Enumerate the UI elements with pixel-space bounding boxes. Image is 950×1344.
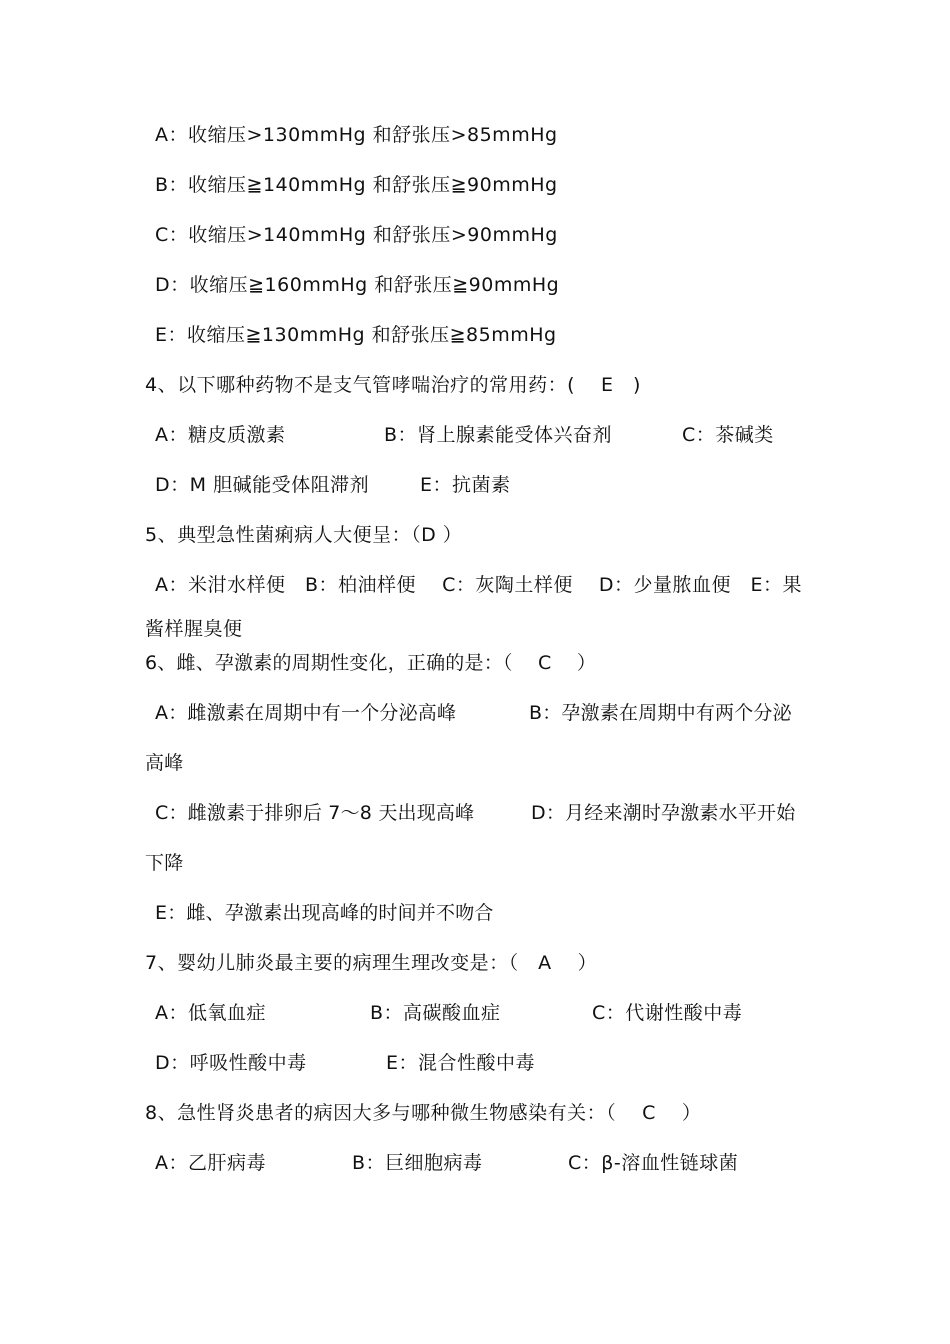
q5-options-line2: 酱样腥臭便 (145, 618, 243, 640)
q8-option-a: A：乙肝病毒 (155, 1152, 266, 1174)
q6-stem: 6、雌、孕激素的周期性变化，正确的是：（ C ） (145, 652, 597, 674)
q8-option-b: B：巨细胞病毒 (352, 1152, 483, 1174)
q6-option-d: D：月经来潮时孕激素水平开始 (531, 802, 796, 824)
q7-options-row1 (0, 1000, 950, 1026)
q7-option-a: A：低氧血症 (155, 1002, 266, 1024)
q3-option-b: B：收缩压≧140mmHg 和舒张压≧90mmHg (155, 174, 558, 196)
q8-options-row1 (0, 1150, 950, 1176)
q5-options-line1: A：米泔水样便 B：柏油样便 C：灰陶土样便 D：少量脓血便 E：果 (155, 574, 803, 596)
q7-options-row2 (0, 1050, 950, 1076)
q6-options-row2 (0, 800, 950, 826)
q6-option-a: A：雌激素在周期中有一个分泌高峰 (155, 702, 457, 724)
q7-option-c: C：代谢性酸中毒 (592, 1002, 743, 1024)
q4-option-c: C：茶碱类 (682, 424, 774, 446)
q4-options-row1 (0, 422, 950, 448)
q4-option-e: E：抗菌素 (420, 474, 511, 496)
q6-option-b: B：孕激素在周期中有两个分泌 (529, 702, 792, 724)
q8-stem: 8、急性肾炎患者的病因大多与哪种微生物感染有关：（ C ） (145, 1102, 702, 1124)
q7-stem: 7、婴幼儿肺炎最主要的病理生理改变是：（ A ） (145, 952, 598, 974)
q6-option-b-cont: 高峰 (145, 752, 184, 774)
q6-option-c: C：雌激素于排卵后 7～8 天出现高峰 (155, 802, 475, 824)
q4-options-row2 (0, 472, 950, 498)
q4-option-b: B：肾上腺素能受体兴奋剂 (384, 424, 613, 446)
q7-option-b: B：高碳酸血症 (370, 1002, 501, 1024)
q4-stem: 4、以下哪种药物不是支气管哮喘治疗的常用药：( E ) (145, 374, 641, 396)
q3-option-d: D：收缩压≧160mmHg 和舒张压≧90mmHg (155, 274, 560, 296)
q6-option-e: E：雌、孕激素出现高峰的时间并不吻合 (155, 902, 494, 924)
q3-option-a: A：收缩压>130mmHg 和舒张压>85mmHg (155, 124, 558, 146)
q4-option-a: A：糖皮质激素 (155, 424, 286, 446)
q3-option-c: C：收缩压>140mmHg 和舒张压>90mmHg (155, 224, 558, 246)
q3-option-e: E：收缩压≧130mmHg 和舒张压≧85mmHg (155, 324, 557, 346)
q6-options-row1 (0, 700, 950, 726)
q4-option-d: D：M 胆碱能受体阻滞剂 (155, 474, 370, 496)
q5-stem: 5、典型急性菌痢病人大便呈：（D ） (145, 524, 463, 546)
q7-option-d: D：呼吸性酸中毒 (155, 1052, 307, 1074)
q6-option-d-cont: 下降 (145, 852, 184, 874)
q7-option-e: E：混合性酸中毒 (386, 1052, 536, 1074)
q8-option-c: C：β-溶血性链球菌 (568, 1152, 739, 1174)
